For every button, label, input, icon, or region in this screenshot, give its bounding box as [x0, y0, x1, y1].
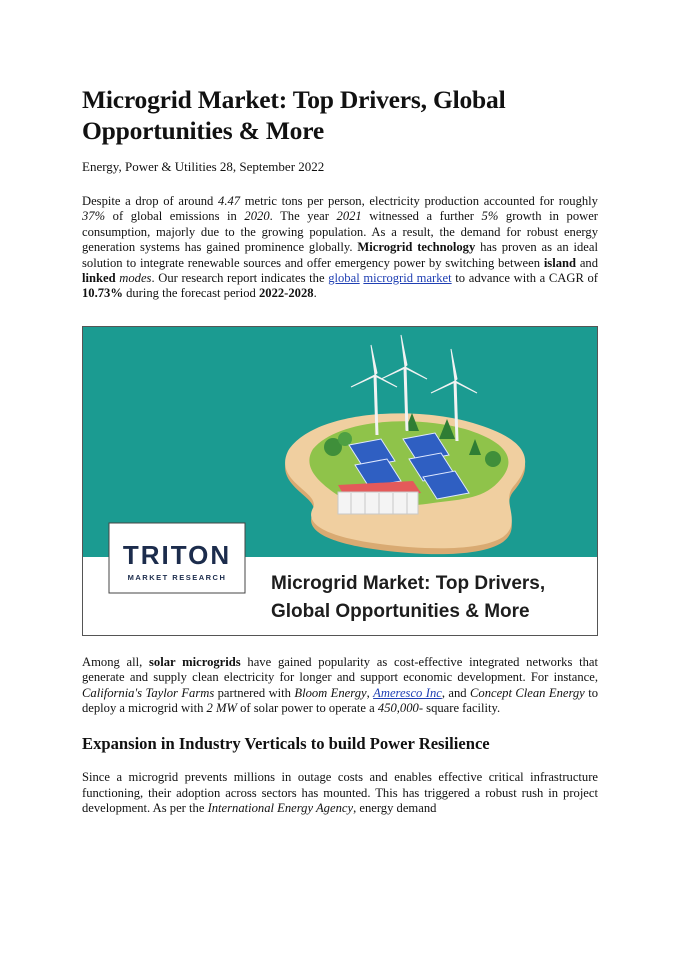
emphasis: 4.47	[218, 194, 241, 208]
emphasis: 5%	[481, 209, 499, 224]
text: , and	[441, 685, 470, 700]
title-line-1: Microgrid Market: Top Drivers, Global	[82, 85, 506, 114]
text: during the forecast period	[122, 286, 259, 301]
text: witnessed a further	[361, 209, 482, 224]
banner-illustration	[83, 327, 597, 635]
banner-caption-line-2: Global Opportunities & More	[271, 600, 530, 622]
text: of solar power to operate a	[236, 701, 378, 716]
logo-tagline: MARKET RESEARCH	[127, 572, 227, 582]
strong-text: 10.73%	[82, 286, 123, 301]
emphasis: California's Taylor Farms	[82, 685, 215, 700]
link-global[interactable]: global	[328, 271, 360, 286]
intro-paragraph	[82, 194, 598, 302]
text: Among all,	[82, 654, 150, 669]
banner-caption-line-1: Microgrid Market: Top Drivers,	[271, 572, 546, 594]
text: Despite a drop of around	[82, 194, 219, 208]
solar-paragraph	[82, 655, 598, 717]
adoption-paragraph	[82, 770, 598, 816]
strong-text: linked	[82, 271, 116, 286]
text: . The year	[269, 209, 337, 224]
emphasis: 2020	[244, 209, 270, 224]
text: growth in power consumption, majorly due to the growing population. As a result, the demand for robust energy generation systems has gained prominence globally.	[82, 209, 598, 255]
article	[82, 84, 598, 817]
text: partnered with	[214, 685, 295, 700]
text: . Our research report indicates the	[151, 271, 329, 286]
text: Since a microgrid prevents millions in outage costs and enables effective critical infrastructure functioning, their adoption across sectors has mounted. This has triggered a robust rush in project development. As per the	[82, 770, 598, 816]
text: have gained popularity as cost-effective integrated networks that generate and supply clean electricity for longer and support economic development. For instance,	[82, 654, 598, 685]
article-title	[82, 84, 598, 146]
text: - square facility.	[418, 701, 501, 716]
banner-image	[82, 326, 598, 636]
text: .	[313, 286, 317, 301]
strong-text: island	[543, 255, 577, 270]
text: metric tons per person, electricity production accounted for roughly	[240, 194, 598, 208]
emphasis: 450,000	[377, 701, 419, 716]
title-line-2: Opportunities & More	[82, 116, 325, 145]
link-microgrid-market[interactable]: microgrid market	[363, 271, 452, 286]
strong-text: solar microgrids	[149, 654, 241, 669]
link-ameresco[interactable]: Ameresco Inc	[373, 685, 442, 700]
article-meta: Energy, Power & Utilities 28, September 2022	[82, 159, 325, 174]
text: has proven as an ideal solution to integrate renewable sources and offer emergency power by switching between	[82, 240, 598, 270]
emphasis: 37%	[82, 209, 106, 224]
text: and	[576, 255, 599, 270]
strong-text: Microgrid technology	[357, 240, 476, 255]
emphasis: Concept Clean Energy	[470, 685, 585, 700]
emphasis: 2021	[336, 209, 362, 224]
text: of global emissions in	[105, 209, 245, 224]
emphasis: Bloom Energy	[294, 685, 367, 700]
text: ,	[366, 685, 374, 700]
text: , energy demand	[353, 801, 437, 816]
emphasis: 2 MW	[206, 701, 237, 716]
emphasis: modes	[119, 271, 152, 286]
strong-text: 2022-2028	[258, 286, 314, 301]
text: to deploy a microgrid with	[82, 685, 598, 716]
battery-station-icon	[338, 481, 421, 514]
logo-wordmark: TRITON	[122, 539, 232, 570]
emphasis: International Energy Agency	[207, 801, 354, 816]
text: to advance with a CAGR of	[451, 271, 599, 286]
section-heading: Expansion in Industry Verticals to build Power Resilience	[82, 734, 490, 754]
